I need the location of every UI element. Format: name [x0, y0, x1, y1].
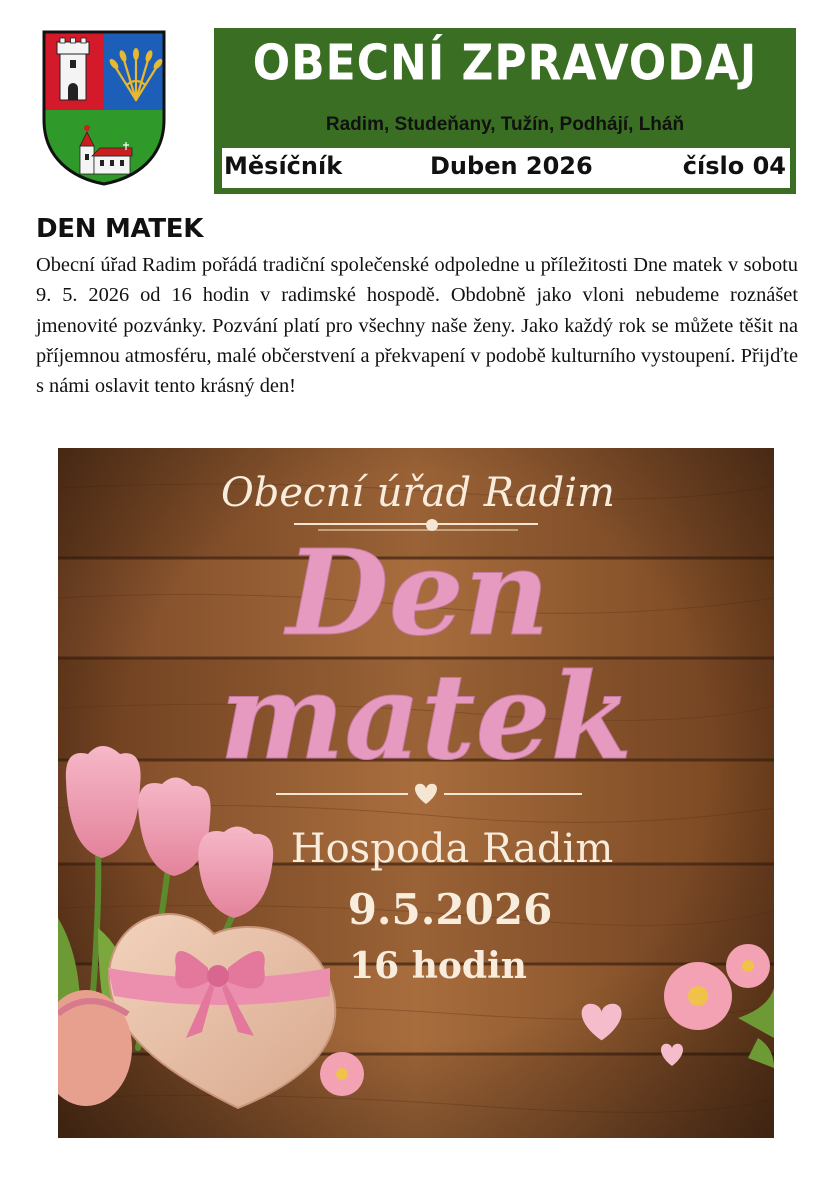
article-body: Obecní úřad Radim pořádá tradiční společenské odpoledne u příležitosti Dne matek v sobotu 9. 5. 2026 od 16 hodin v radimské hospodě. Obdobně jako vloni nebudeme roznášet jmenovité pozvánky. Pozvání platí pro všechny naše ženy. Jako každý rok se můžete těšit na příjemnou atmosféru, malé občerstvení a překvapení v podobě kulturního vystoupení. Přijďte s námi oslavit tento krásný den!: [36, 254, 798, 398]
issue-number: číslo 04: [682, 152, 786, 180]
newsletter-title: OBECNÍ ZPRAVODAJ: [252, 34, 758, 92]
article-heading: DEN MATEK: [36, 214, 204, 244]
poster-title-line2: matek: [219, 647, 633, 786]
issue-info-bar: [222, 148, 790, 188]
poster-title-line1: Den: [286, 523, 550, 662]
poster-organizer: Obecní úřad Radim: [220, 470, 616, 516]
villages-line: Radim, Studeňany, Tužín, Podhájí, Lháň: [325, 114, 685, 135]
coat-of-arms-logo: [40, 28, 168, 188]
masthead: [214, 28, 796, 194]
poster-time: 16 hodin: [349, 945, 527, 987]
poster-date: 9.5.2026: [347, 885, 553, 934]
den-matek-poster: [58, 448, 774, 1138]
issue-date: Duben 2026: [430, 152, 593, 180]
poster-venue: Hospoda Radim: [290, 826, 614, 872]
frequency-label: Měsíčník: [224, 152, 343, 180]
